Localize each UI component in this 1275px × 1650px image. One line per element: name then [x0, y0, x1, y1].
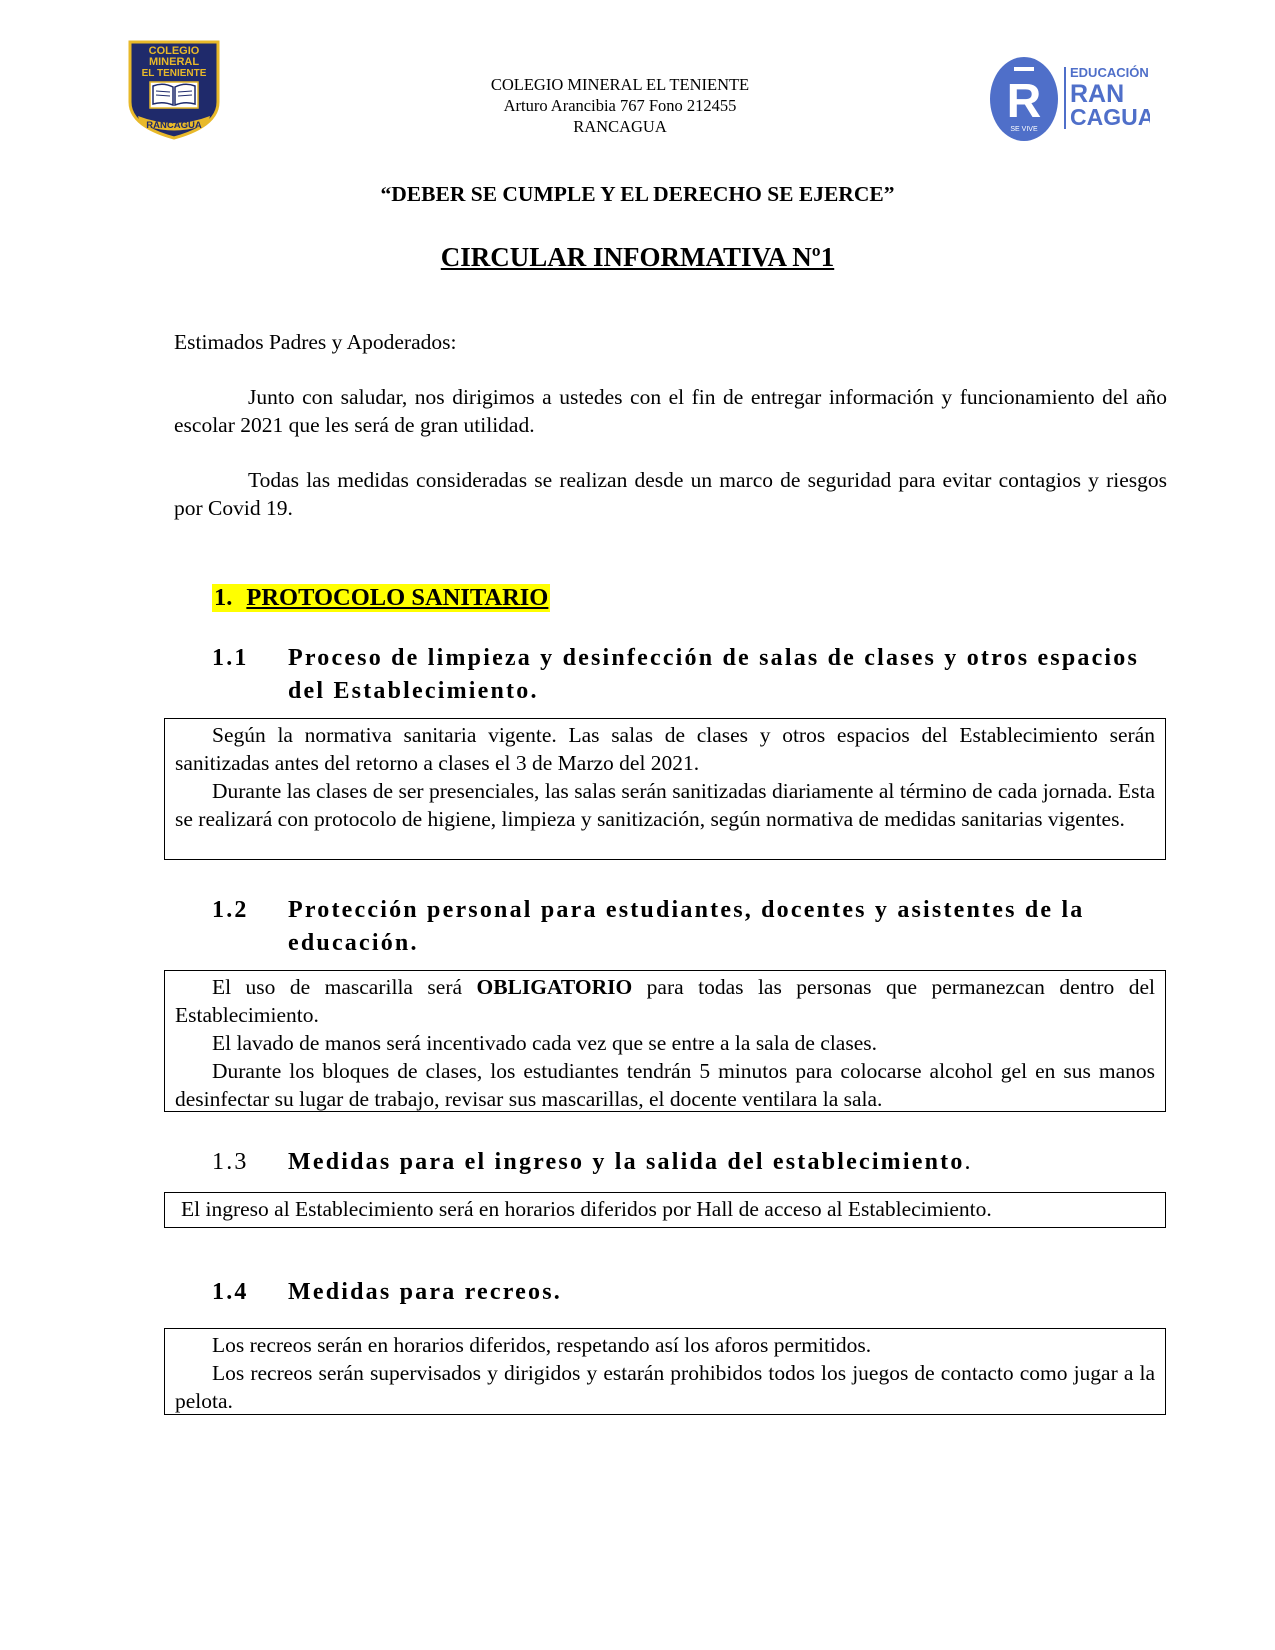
box-paragraph-mask-rule: El uso de mascarilla será OBLIGATORIO para todas las personas que permanezcan dentro del Establecimiento. — [175, 975, 1155, 1027]
logo-letter: R — [1006, 75, 1042, 128]
subsection-heading-1-4 — [212, 1276, 1172, 1309]
school-address: Arturo Arancibia 767 Fono 212455 — [503, 96, 737, 115]
subsection-title: Medidas para el ingreso y la salida del establecimiento — [288, 1149, 965, 1175]
logo-line3: EL TENIENTE — [141, 68, 207, 79]
subsection-number: 1.4 — [212, 1279, 249, 1305]
intro-paragraph-1: Junto con saludar, nos dirigimos a ustedes con el fin de entregar información y funcionamiento del año escolar 2021 que les será de gran utilidad. — [174, 385, 1167, 437]
subsection-title: Protección personal para estudiantes, docentes y asistentes de la educación. — [288, 897, 1085, 956]
subsection-number: 1.2 — [212, 897, 249, 923]
subsection-box-1-2 — [164, 970, 1166, 1112]
school-header — [420, 74, 820, 137]
subsection-title-end: . — [964, 1149, 973, 1175]
subsection-heading-1-2 — [212, 894, 1172, 960]
subsection-number: 1.1 — [212, 645, 249, 671]
box-paragraph: Durante los bloques de clases, los estudiantes tendrán 5 minutos para colocarse alcohol gel en sus manos desinfectar su lugar de trabajo, revisar sus mascarillas, el docente ventilara la sala. — [175, 1059, 1155, 1111]
subsection-number: 1.3 — [212, 1149, 249, 1175]
greeting: Estimados Padres y Apoderados: — [174, 330, 457, 354]
motto: “DEBER SE CUMPLE Y EL DERECHO SE EJERCE” — [380, 182, 895, 206]
box-paragraph: Durante las clases de ser presenciales, las salas serán sanitizadas diariamente al término de cada jornada. Esta se realizará con protocolo de higiene, limpieza y sanitización, según normativa de medidas sanitarias vigentes. — [175, 779, 1155, 831]
subsection-title: Medidas para recreos. — [288, 1279, 562, 1305]
section-number: 1. — [214, 584, 233, 611]
box-paragraph: Según la normativa sanitaria vigente. Las salas de clases y otros espacios del Establecimiento serán sanitizadas antes del retorno a clases el 3 de Marzo del 2021. — [175, 723, 1155, 775]
logo-word2: RAN — [1070, 80, 1125, 108]
subsection-box-1-1 — [164, 718, 1166, 860]
school-name: COLEGIO MINERAL EL TENIENTE — [490, 75, 750, 94]
section-heading — [212, 584, 550, 612]
subsection-box-1-4 — [164, 1328, 1166, 1415]
subsection-heading-1-1 — [212, 642, 1172, 708]
intro-paragraph-2: Todas las medidas consideradas se realizan desde un marco de seguridad para evitar contagios y riesgos por Covid 19. — [174, 468, 1167, 520]
subsection-heading-1-3 — [212, 1146, 1172, 1179]
logo-line1: COLEGIO — [148, 45, 200, 57]
logo-word3: CAGUA — [1070, 104, 1150, 130]
logo-line2: MINERAL — [148, 56, 200, 68]
box-paragraph: Los recreos serán supervisados y dirigidos y estarán prohibidos todos los juegos de contacto como jugar a la pelota. — [175, 1361, 1155, 1413]
obligatorio-emphasis: OBLIGATORIO — [476, 975, 633, 999]
school-city: RANCAGUA — [573, 117, 667, 136]
subsection-box-1-3 — [164, 1192, 1166, 1228]
logo-tagline: SE VIVE — [1010, 126, 1038, 133]
section-title: PROTOCOLO SANITARIO — [246, 584, 549, 611]
box-paragraph: El lavado de manos será incentivado cada vez que se entre a la sala de clases. — [212, 1031, 877, 1055]
page-title: CIRCULAR INFORMATIVA Nº1 — [440, 242, 835, 272]
subsection-title: Proceso de limpieza y desinfección de salas de clases y otros espacios del Establecimiento. — [288, 645, 1140, 704]
educacion-rancagua-logo-icon — [990, 57, 1150, 147]
subsection-title-wrap — [212, 1146, 1172, 1179]
school-crest-logo-icon — [126, 40, 222, 140]
box-paragraph: El ingreso al Establecimiento será en horarios diferidos por Hall de acceso al Establecimiento. — [181, 1197, 992, 1221]
box-paragraph: Los recreos serán en horarios diferidos, respetando así los aforos permitidos. — [212, 1333, 872, 1357]
logo-word1: EDUCACIÓN — [1070, 65, 1149, 80]
logo-bottom: RANCAGUA — [146, 120, 202, 131]
